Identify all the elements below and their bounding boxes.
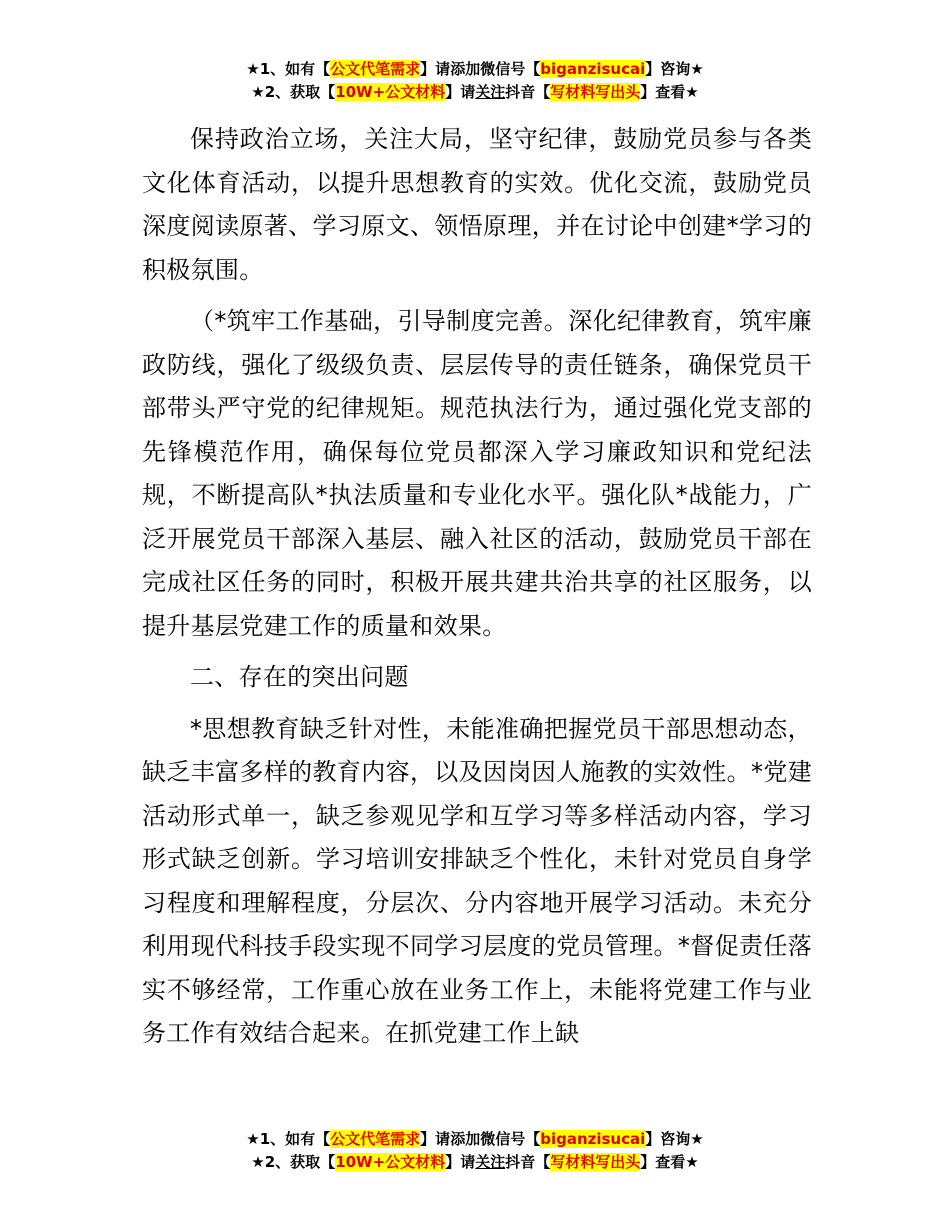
banner-text: 】请 <box>420 1130 451 1148</box>
banner-line-1 <box>0 58 950 81</box>
paragraph: *思想教育缺乏针对性，未能准确把握党员干部思想动态，缺乏丰富多样的教育内容，以及因岗因人施教的实效性。*党建活动形式单一，缺乏参观见学和互学习等多样活动内容，学习形式缺乏创新。学习培训安排缺乏个性化，未针对党员自身学习程度和理解程度，分层次、分内容地开展学习活动。未充分利用现代科技手段实现不同学习层度的党员管理。*督促责任落实不够经常，工作重心放在业务工作上，未能将党建工作与业务工作有效结合起来。在抓党建工作上缺 <box>142 714 812 1047</box>
banner-text: 】请 <box>420 60 451 78</box>
banner-text: 抖音【 <box>505 1153 551 1171</box>
banner-text: 】咨询★ <box>645 60 704 78</box>
emphasis-add: 添加 <box>450 60 481 78</box>
highlight-offer: 10W+公文材料 <box>335 1153 446 1171</box>
header-banner <box>0 58 950 104</box>
highlight-douyin-id: 写材料写出头 <box>550 83 641 101</box>
banner-text: 】查看★ <box>640 1153 699 1171</box>
banner-text: 】咨询★ <box>645 1130 704 1148</box>
banner-text: 微信号【 <box>480 60 541 78</box>
highlight-wechat-id: biganzisucai <box>540 1130 646 1148</box>
banner-text: 抖音【 <box>505 83 551 101</box>
banner-text: 】查看★ <box>640 83 699 101</box>
banner-text: ★1、如有【 <box>246 60 331 78</box>
banner-line-1 <box>0 1128 950 1151</box>
footer-banner <box>0 1128 950 1174</box>
emphasis-follow: 关注 <box>475 1153 506 1171</box>
banner-text: 】请 <box>445 1153 476 1171</box>
banner-line-2 <box>0 1151 950 1174</box>
banner-text: ★1、如有【 <box>246 1130 331 1148</box>
paragraph: （*筑牢工作基础，引导制度完善。深化纪律教育，筑牢廉政防线，强化了级级负责、层层传导的责任链条，确保党员干部带头严守党的纪律规矩。规范执法行为，通过强化党支部的先锋模范作用，确保每位党员都深入学习廉政知识和党纪法规，不断提高队*执法质量和专业化水平。强化队*战能力，广泛开展党员干部深入基层、融入社区的活动，鼓励党员干部在完成社区任务的同时，积极开展共建共治共享的社区服务，以提升基层党建工作的质量和效果。 <box>142 307 812 640</box>
emphasis-follow: 关注 <box>475 83 506 101</box>
section-heading: 二、存在的突出问题 <box>190 663 409 691</box>
paragraph: 保持政治立场，关注大局，坚守纪律，鼓励党员参与各类文化体育活动，以提升思想教育的实效。优化交流，鼓励党员深度阅读原著、学习原文、领悟原理，并在讨论中创建*学习的积极氛围。 <box>142 125 812 284</box>
banner-line-2 <box>0 81 950 104</box>
banner-text: 】请 <box>445 83 476 101</box>
highlight-service: 公文代笔需求 <box>330 1130 421 1148</box>
highlight-offer: 10W+公文材料 <box>335 83 446 101</box>
highlight-douyin-id: 写材料写出头 <box>550 1153 641 1171</box>
banner-text: ★2、获取【 <box>251 1153 336 1171</box>
highlight-wechat-id: biganzisucai <box>540 60 646 78</box>
banner-text: ★2、获取【 <box>251 83 336 101</box>
emphasis-add: 添加 <box>450 1130 481 1148</box>
banner-text: 微信号【 <box>480 1130 541 1148</box>
highlight-service: 公文代笔需求 <box>330 60 421 78</box>
document-body <box>142 118 812 1064</box>
